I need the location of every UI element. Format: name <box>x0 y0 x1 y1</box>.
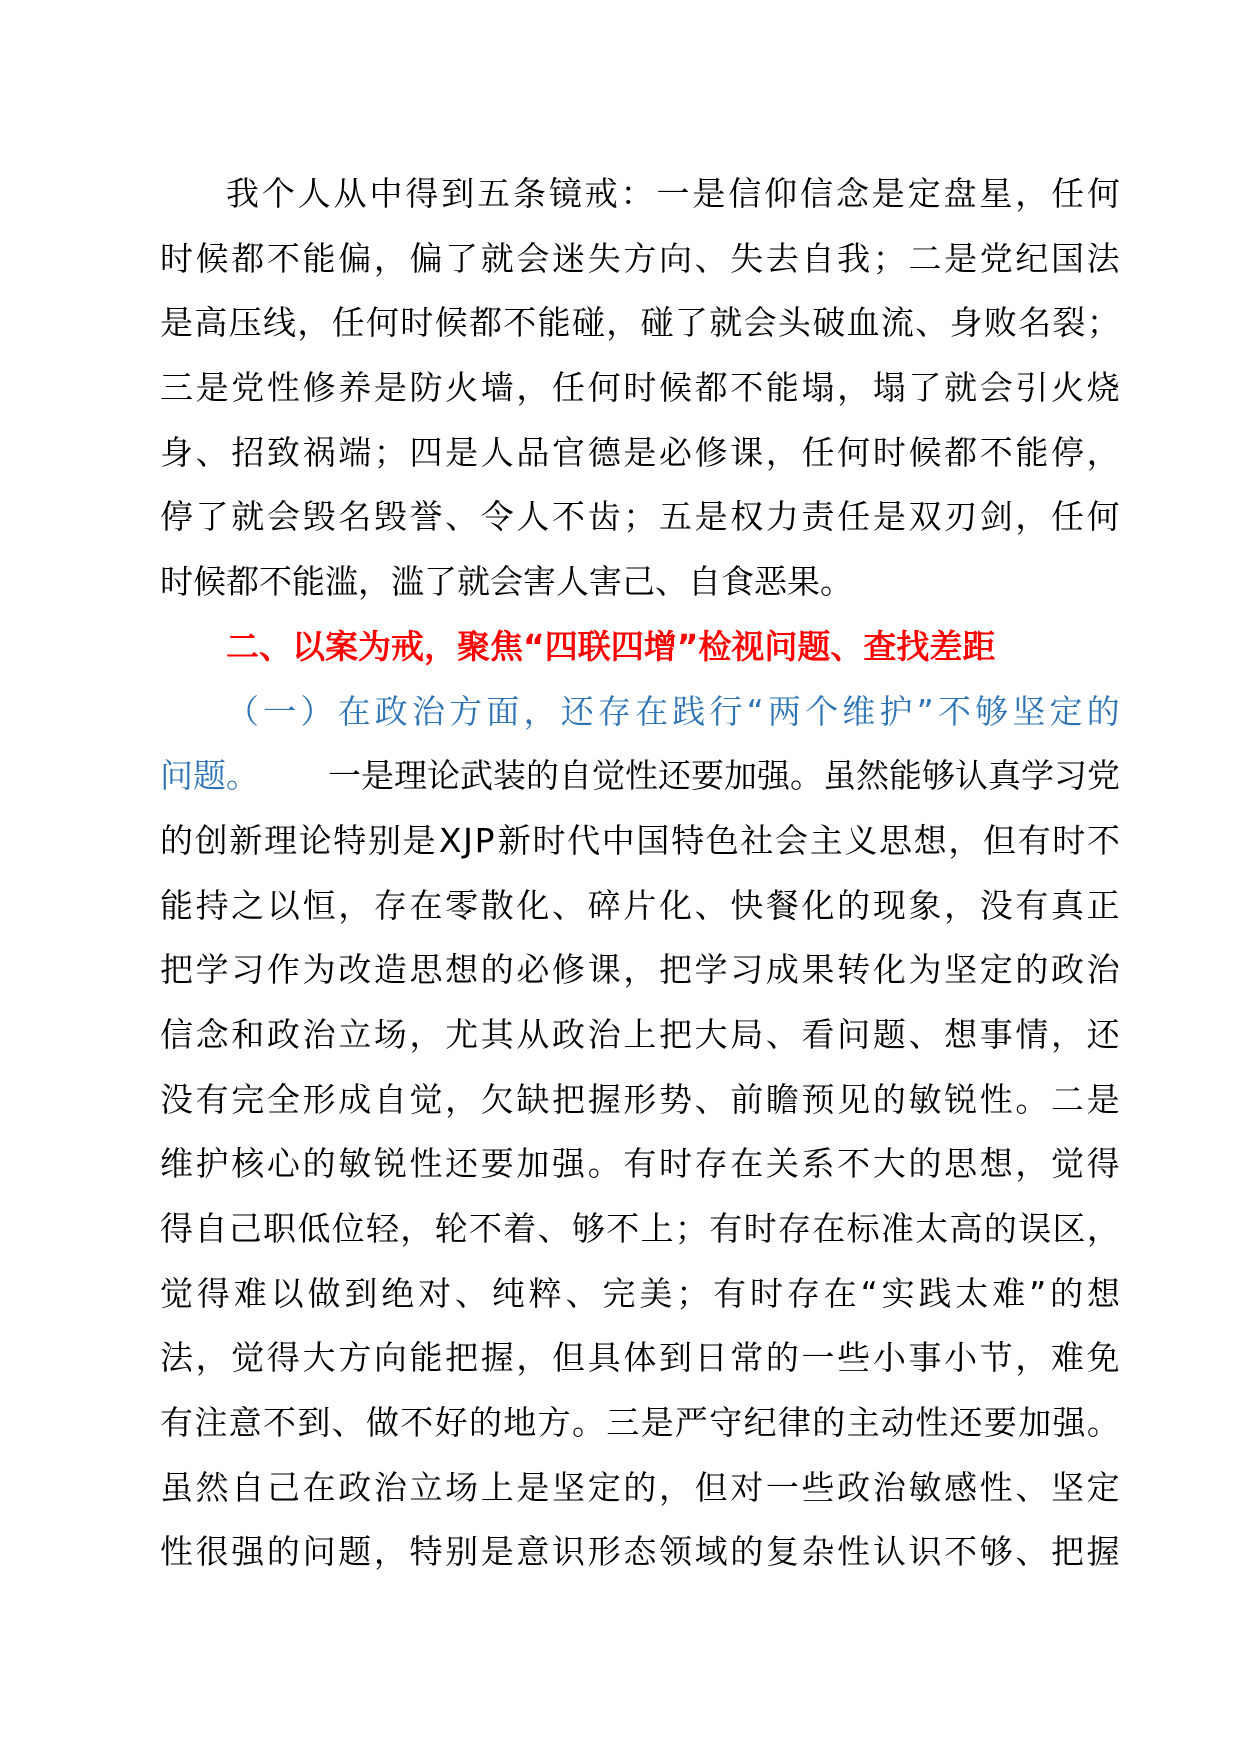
subsection-heading-tail: 问题。 <box>160 756 259 796</box>
text-line: 法 ， 觉 得 大 方 向 能 把 握 ， 但 具 体 到 日 常 的 一 些 小 事 小 节 ， 难 免 <box>160 1338 1120 1378</box>
paragraph-five-warnings <box>160 162 1120 615</box>
text-line: 得 自 己 职 低 位 轻 ， 轮 不 着 、 够 不 上 ； 有 时 存 在 标 准 太 高 的 误 区 ， <box>160 1209 1120 1248</box>
text-line: 把 学 习 作 为 改 造 思 想 的 必 修 课 ， 把 学 习 成 果 转 化 为 坚 定 的 政 治 <box>160 950 1120 990</box>
text-line: 时 候 都 不 能 偏 ， 偏 了 就 会 迷 失 方 向 、 失 去 自 我 ； 二 是 党 纪 国 法 <box>160 238 1120 278</box>
section-heading: 二、以案为戒，聚焦“四联四增”检视问题、查找差距 <box>226 626 996 666</box>
text-line: 停 了 就 会 毁 名 毁 誉 、 令 人 不 齿 ； 五 是 权 力 责 任 是 双 刃 剑 ， 任 何 <box>160 497 1120 537</box>
text-line: 没 有 完 全 形 成 自 觉 ， 欠 缺 把 握 形 势 、 前 瞻 预 见 的 敏 锐 性 。 二 是 <box>160 1079 1120 1119</box>
text-line: 时候都不能滥，滥了就会害人害己、自食恶果。 <box>160 562 853 602</box>
text-line: 维 护 核 心 的 敏 锐 性 还 要 加 强 。 有 时 存 在 关 系 不 大 的 思 想 ， 觉 得 <box>160 1144 1120 1184</box>
text-line: 身 、 招 致 祸 端 ； 四 是 人 品 官 德 是 必 修 课 ， 任 何 时 候 都 不 能 停 ， <box>160 432 1120 472</box>
text-line: 我 个 人 从 中 得 到 五 条 镜 戒 ： 一 是 信 仰 信 念 是 定 盘 星 ， 任 何 <box>226 174 1120 213</box>
text-line <box>160 744 1120 809</box>
document-page <box>160 162 1120 1585</box>
subsection-political <box>160 680 1120 809</box>
text-line: 三 是 党 性 修 养 是 防 火 墙 ， 任 何 时 候 都 不 能 塌 ， 塌 了 就 会 引 火 烧 <box>160 368 1120 408</box>
text-line: 虽 然 自 己 在 政 治 立 场 上 是 坚 定 的 ， 但 对 一 些 政 治 敏 感 性 、 坚 定 <box>160 1467 1120 1507</box>
text-line: 性 很 强 的 问 题 ， 特 别 是 意 识 形 态 领 域 的 复 杂 性 认 识 不 够 、 把 握 <box>160 1532 1120 1572</box>
text-segment: 一是理论武装的自觉性还要加强。虽然能够认真学习党 <box>328 756 1120 796</box>
text-line: 有 注 意 不 到 、 做 不 好 的 地 方 。 三 是 严 守 纪 律 的 主 动 性 还 要 加 强 。 <box>160 1403 1120 1443</box>
text-line: 信 念 和 政 治 立 场 ， 尤 其 从 政 治 上 把 大 局 、 看 问 题 、 想 事 情 ， 还 <box>160 1014 1120 1054</box>
text-line: 能 持 之 以 恒 ， 存 在 零 散 化 、 碎 片 化 、 快 餐 化 的 现 象 ， 没 有 真 正 <box>160 885 1120 925</box>
text-line: 的 创 新 理 论 特 别 是 X J P 新 时 代 中 国 特 色 社 会 主 义 思 想 ， 但 有 时 不 <box>160 820 1120 860</box>
subsection-heading: （ 一 ） 在 政 治 方 面 ， 还 存 在 践 行 “ 两 个 维 护 ” 不 够 坚 定 的 <box>226 691 1120 731</box>
text-line: 是 高 压 线 ， 任 何 时 候 都 不 能 碰 ， 碰 了 就 会 头 破 血 流 、 身 败 名 裂 ； <box>160 303 1120 343</box>
paragraph-political-issues <box>160 809 1120 1585</box>
text-line: 觉 得 难 以 做 到 绝 对 、 纯 粹 、 完 美 ； 有 时 存 在 “ 实 践 太 难 ” 的 想 <box>160 1273 1120 1313</box>
